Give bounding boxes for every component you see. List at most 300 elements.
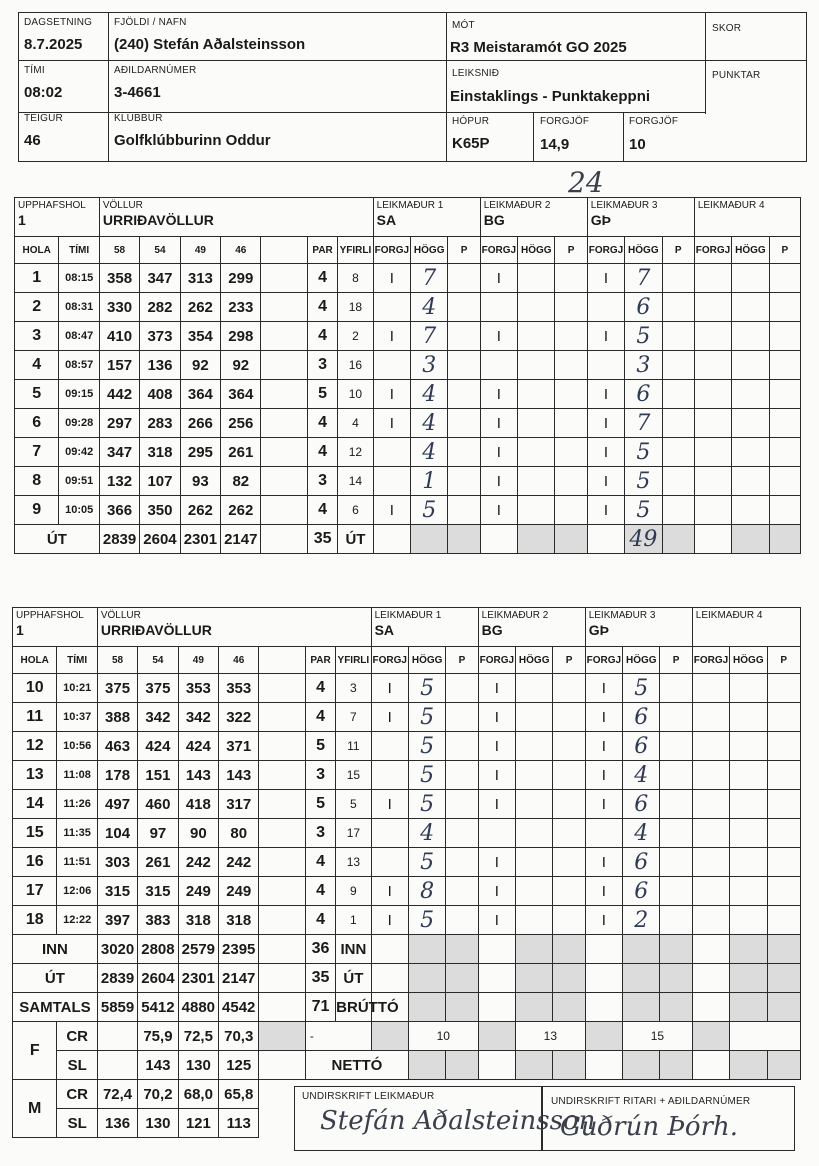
player1-strokes[interactable]: 1 (411, 467, 448, 496)
player4-points (767, 790, 800, 819)
player3-strokes[interactable]: 5 (625, 438, 662, 467)
time-label: TÍMI (24, 65, 45, 76)
back-nine-scorecard (12, 607, 801, 1138)
player4-points (769, 322, 800, 351)
player3-stroke-mark: I (587, 467, 624, 496)
player4-stroke-mark (692, 848, 729, 877)
player3-stroke-mark: I (585, 906, 622, 935)
player2-points (555, 380, 587, 409)
hole-number: 17 (13, 877, 57, 906)
distance-54: 373 (140, 322, 180, 351)
player4-strokes[interactable] (732, 322, 769, 351)
hole-row (13, 703, 801, 732)
player1-stroke-mark (373, 438, 410, 467)
player3-points (662, 322, 694, 351)
tee-time: 12:06 (57, 877, 97, 906)
player3-strokes[interactable]: 6 (623, 703, 660, 732)
player2-strokes[interactable] (518, 496, 555, 525)
distance-49: 262 (180, 293, 220, 322)
player2-strokes[interactable] (518, 351, 555, 380)
tee-time: 08:15 (59, 264, 99, 293)
distance-54: 107 (140, 467, 180, 496)
player2-points (553, 790, 585, 819)
player3-strokes[interactable]: 5 (625, 322, 662, 351)
player1-strokes[interactable]: 4 (411, 409, 448, 438)
player1-strokes[interactable]: 5 (408, 732, 445, 761)
tee-value: 46 (24, 132, 41, 149)
player1-net-handicap: 10 (408, 1022, 478, 1051)
spacer (261, 322, 307, 351)
hole-number: 5 (15, 380, 59, 409)
par: 4 (307, 264, 337, 293)
player4-strokes[interactable] (730, 732, 767, 761)
player2-stroke-mark: I (480, 264, 517, 293)
spacer (261, 264, 307, 293)
player1-points (446, 877, 478, 906)
handwritten-note-24: 24 (568, 166, 604, 199)
out-total-row: ÚT 2839 2604 2301 2147 35 ÚT (13, 964, 801, 993)
player4-stroke-mark (692, 703, 729, 732)
player1-stroke-mark: I (371, 703, 408, 732)
player3-strokes[interactable]: 6 (625, 380, 662, 409)
distance-58: 397 (97, 906, 137, 935)
player1-points (446, 848, 478, 877)
player3-points (662, 293, 694, 322)
player1-strokes[interactable]: 8 (408, 877, 445, 906)
player3-stroke-mark (585, 819, 622, 848)
member-number-label: AÐILDARNÚMER (114, 65, 197, 76)
player2-strokes[interactable] (516, 848, 553, 877)
player-signature-label: UNDIRSKRIFT LEIKMAÐUR (302, 1091, 435, 1102)
distance-58: 347 (99, 438, 139, 467)
player4-stroke-mark (692, 732, 729, 761)
player3-strokes[interactable]: 5 (625, 467, 662, 496)
player2-stroke-mark: I (480, 496, 517, 525)
player4-points (767, 761, 800, 790)
player3-strokes[interactable]: 5 (625, 496, 662, 525)
member-number-value: 3-4661 (114, 84, 161, 101)
distance-58: 388 (97, 703, 137, 732)
player4-points (769, 293, 800, 322)
player1-points (448, 293, 480, 322)
player1-strokes[interactable]: 5 (411, 496, 448, 525)
player3-strokes[interactable]: 6 (623, 732, 660, 761)
player2-points (553, 761, 585, 790)
player4-strokes[interactable] (732, 293, 769, 322)
player2-net-handicap: 13 (516, 1022, 586, 1051)
player4-points (769, 380, 800, 409)
player4-header: LEIKMAÐUR 4 (694, 198, 800, 237)
player1-points (446, 790, 478, 819)
player1-strokes[interactable]: 5 (408, 848, 445, 877)
distance-54: 315 (138, 877, 178, 906)
player2-stroke-mark: I (480, 380, 517, 409)
hole-row (13, 761, 801, 790)
player3-strokes[interactable]: 6 (625, 293, 662, 322)
player3-points (662, 351, 694, 380)
player3-points (660, 732, 692, 761)
distance-46: 353 (219, 674, 259, 703)
distance-46: 262 (221, 496, 261, 525)
spacer (259, 674, 305, 703)
par: 3 (305, 819, 335, 848)
stroke-index: 5 (336, 790, 371, 819)
distance-46: 242 (219, 848, 259, 877)
player2-stroke-mark: I (478, 732, 515, 761)
player2-strokes[interactable] (516, 703, 553, 732)
hole-row (13, 906, 801, 935)
distance-58: 442 (99, 380, 139, 409)
player4-points (767, 819, 800, 848)
netto-label: NETTÓ (305, 1051, 408, 1080)
par: 4 (305, 877, 335, 906)
player3-strokes[interactable]: 5 (623, 674, 660, 703)
player2-header: LEIKMAÐUR 2 BG (480, 198, 587, 237)
player4-stroke-mark (694, 438, 731, 467)
score-label: SKOR (712, 23, 742, 34)
column-header-row: HOLA TÍMI 58 54 49 46 PAR YFIRLI FORGJ HÖGG P FORGJ HÖGG P FORGJ HÖGG P FORGJ HÖGG P (13, 647, 801, 674)
player4-points (767, 732, 800, 761)
player3-points (660, 906, 692, 935)
hole-number: 18 (13, 906, 57, 935)
hole-number: 3 (15, 322, 59, 351)
spacer (259, 703, 305, 732)
player1-strokes[interactable]: 7 (411, 264, 448, 293)
par: 4 (307, 293, 337, 322)
distance-49: 93 (180, 467, 220, 496)
player3-strokes[interactable]: 2 (623, 906, 660, 935)
hole-number: 8 (15, 467, 59, 496)
distance-46: 92 (221, 351, 261, 380)
tee-time: 10:37 (57, 703, 97, 732)
distance-58: 303 (97, 848, 137, 877)
tee-time: 09:42 (59, 438, 99, 467)
tee-time: 10:56 (57, 732, 97, 761)
distance-54: 460 (138, 790, 178, 819)
player1-strokes[interactable]: 4 (408, 819, 445, 848)
player2-strokes[interactable] (518, 293, 555, 322)
player4-points (767, 877, 800, 906)
player4-points (769, 351, 800, 380)
distance-54: 136 (140, 351, 180, 380)
hole-row (15, 496, 801, 525)
hole-number: 4 (15, 351, 59, 380)
player3-strokes[interactable]: 6 (623, 790, 660, 819)
m-sl-row: SL 136 130 121 113 (13, 1109, 801, 1138)
player4-header: LEIKMAÐUR 4 (692, 608, 800, 647)
player4-strokes[interactable] (730, 761, 767, 790)
player3-strokes[interactable]: 4 (623, 819, 660, 848)
player1-stroke-mark (373, 351, 410, 380)
distance-58: 330 (99, 293, 139, 322)
par: 3 (305, 761, 335, 790)
player1-strokes[interactable]: 3 (411, 351, 448, 380)
f-sl-row: SL 143 130 125 NETTÓ (13, 1051, 801, 1080)
player2-stroke-mark: I (480, 409, 517, 438)
spacer (261, 409, 307, 438)
player4-stroke-mark (694, 322, 731, 351)
player3-points (660, 848, 692, 877)
player4-points (767, 703, 800, 732)
start-hole-cell: UPPHAFSHOL 1 (13, 608, 98, 647)
player4-strokes[interactable] (730, 703, 767, 732)
player1-points (446, 761, 478, 790)
player4-strokes[interactable] (732, 438, 769, 467)
player2-strokes[interactable] (516, 877, 553, 906)
player2-stroke-mark: I (480, 467, 517, 496)
player4-stroke-mark (692, 877, 729, 906)
player1-strokes[interactable]: 5 (408, 674, 445, 703)
par: 3 (307, 467, 337, 496)
player1-stroke-mark: I (371, 906, 408, 935)
player1-stroke-mark (373, 293, 410, 322)
hole-number: 12 (13, 732, 57, 761)
distance-54: 383 (138, 906, 178, 935)
distance-46: 299 (221, 264, 261, 293)
player4-strokes[interactable] (730, 790, 767, 819)
player3-stroke-mark: I (585, 848, 622, 877)
distance-58: 366 (99, 496, 139, 525)
hole-number: 10 (13, 674, 57, 703)
player4-strokes[interactable] (730, 877, 767, 906)
player1-points (448, 496, 480, 525)
player4-strokes[interactable] (732, 467, 769, 496)
stroke-index: 1 (336, 906, 371, 935)
player3-strokes[interactable]: 4 (623, 761, 660, 790)
player3-strokes[interactable]: 3 (625, 351, 662, 380)
player1-header: LEIKMAÐUR 1 SA (371, 608, 478, 647)
player3-header: LEIKMAÐUR 3 GÞ (587, 198, 694, 237)
player3-stroke-mark: I (585, 674, 622, 703)
player2-strokes[interactable] (518, 438, 555, 467)
in-total-row: INN 3020 2808 2579 2395 36 INN (13, 935, 801, 964)
player2-stroke-mark: I (478, 848, 515, 877)
player2-points (555, 467, 587, 496)
spacer (261, 438, 307, 467)
stroke-index: 12 (338, 438, 373, 467)
m-cr-row: M CR 72,4 70,2 68,0 65,8 (13, 1080, 801, 1109)
stroke-index: 4 (338, 409, 373, 438)
par: 4 (307, 322, 337, 351)
distance-58: 297 (99, 409, 139, 438)
player3-front-total: 49 (625, 525, 662, 554)
format-value: Einstaklings - Punktakeppni (450, 88, 651, 105)
hole-row (15, 322, 801, 351)
player3-strokes[interactable]: 6 (623, 848, 660, 877)
hole-number: 15 (13, 819, 57, 848)
player4-stroke-mark (692, 906, 729, 935)
distance-54: 97 (138, 819, 178, 848)
player2-strokes[interactable] (516, 674, 553, 703)
player1-stroke-mark (373, 467, 410, 496)
player2-strokes[interactable] (518, 467, 555, 496)
player1-strokes[interactable]: 4 (411, 293, 448, 322)
hole-number: 11 (13, 703, 57, 732)
player2-strokes[interactable] (518, 322, 555, 351)
player2-points (555, 496, 587, 525)
player1-strokes[interactable]: 4 (411, 380, 448, 409)
hole-number: 13 (13, 761, 57, 790)
player4-stroke-mark (694, 380, 731, 409)
event-value: R3 Meistaramót GO 2025 (450, 39, 627, 56)
player4-stroke-mark (692, 819, 729, 848)
par: 5 (305, 732, 335, 761)
distance-54: 151 (138, 761, 178, 790)
distance-58: 375 (97, 674, 137, 703)
player4-points (767, 674, 800, 703)
distance-46: 249 (219, 877, 259, 906)
player1-strokes[interactable]: 5 (408, 906, 445, 935)
handicap-index-label: FORGJÖF (540, 116, 590, 127)
player4-strokes[interactable] (730, 906, 767, 935)
distance-49: 92 (180, 351, 220, 380)
distance-54: 342 (138, 703, 178, 732)
player2-points (555, 409, 587, 438)
distance-46: 322 (219, 703, 259, 732)
distance-58: 178 (97, 761, 137, 790)
distance-58: 104 (97, 819, 137, 848)
player4-stroke-mark (694, 409, 731, 438)
group-value: K65P (452, 135, 490, 152)
hole-row (13, 674, 801, 703)
player2-strokes[interactable] (518, 380, 555, 409)
player3-stroke-mark: I (587, 496, 624, 525)
hole-number: 6 (15, 409, 59, 438)
player2-stroke-mark: I (478, 761, 515, 790)
distance-54: 350 (140, 496, 180, 525)
player1-points (448, 322, 480, 351)
distance-46: 82 (221, 467, 261, 496)
player1-strokes[interactable]: 7 (411, 322, 448, 351)
player4-strokes[interactable] (732, 409, 769, 438)
player1-stroke-mark: I (371, 674, 408, 703)
distance-54: 347 (140, 264, 180, 293)
par: 4 (305, 906, 335, 935)
player3-stroke-mark: I (587, 264, 624, 293)
player4-strokes[interactable] (732, 380, 769, 409)
stroke-index: 16 (338, 351, 373, 380)
player1-points (448, 264, 480, 293)
tee-time: 12:22 (57, 906, 97, 935)
player1-points (448, 380, 480, 409)
stroke-index: 10 (338, 380, 373, 409)
player2-points (553, 848, 585, 877)
player3-points (662, 380, 694, 409)
player4-points (767, 848, 800, 877)
player3-points (662, 264, 694, 293)
player1-stroke-mark: I (371, 790, 408, 819)
distance-46: 371 (219, 732, 259, 761)
player4-strokes[interactable] (732, 496, 769, 525)
player2-strokes[interactable] (518, 409, 555, 438)
player1-stroke-mark (371, 761, 408, 790)
stroke-index: 13 (336, 848, 371, 877)
hole-row (15, 264, 801, 293)
player1-points (446, 906, 478, 935)
player2-strokes[interactable] (516, 732, 553, 761)
tee-time: 08:57 (59, 351, 99, 380)
player2-stroke-mark: I (478, 906, 515, 935)
date-value: 8.7.2025 (24, 36, 83, 53)
player1-stroke-mark: I (373, 496, 410, 525)
player2-strokes[interactable] (516, 761, 553, 790)
player3-points (660, 674, 692, 703)
player1-strokes[interactable]: 5 (408, 703, 445, 732)
distance-54: 408 (140, 380, 180, 409)
distance-58: 315 (97, 877, 137, 906)
spacer (259, 790, 305, 819)
player1-points (448, 409, 480, 438)
format-label: LEIKSNIÐ (452, 68, 500, 79)
player3-header: LEIKMAÐUR 3 GÞ (585, 608, 692, 647)
player1-points (446, 674, 478, 703)
hole-number: 2 (15, 293, 59, 322)
par: 4 (307, 496, 337, 525)
distance-49: 353 (178, 674, 218, 703)
par: 4 (307, 438, 337, 467)
player4-stroke-mark (692, 761, 729, 790)
player2-strokes[interactable] (516, 906, 553, 935)
distance-49: 318 (178, 906, 218, 935)
player1-strokes[interactable]: 4 (411, 438, 448, 467)
player4-strokes[interactable] (730, 819, 767, 848)
player3-strokes[interactable]: 7 (625, 409, 662, 438)
stroke-index: 14 (338, 467, 373, 496)
player2-stroke-mark: I (478, 790, 515, 819)
gross-total-row: SAMTALS 5859 5412 4880 4542 71 BRÚTTÓ (13, 993, 801, 1022)
par: 5 (305, 790, 335, 819)
player4-stroke-mark (694, 496, 731, 525)
spacer (261, 293, 307, 322)
marker-signature: Guðrún Þórh. (560, 1112, 739, 1142)
player2-header: LEIKMAÐUR 2 BG (478, 608, 585, 647)
player4-strokes[interactable] (732, 351, 769, 380)
player1-stroke-mark: I (371, 877, 408, 906)
player1-strokes[interactable]: 5 (408, 790, 445, 819)
player3-stroke-mark (587, 293, 624, 322)
player2-points (553, 674, 585, 703)
player1-stroke-mark: I (373, 380, 410, 409)
hole-number: 7 (15, 438, 59, 467)
player4-strokes[interactable] (732, 264, 769, 293)
distance-46: 318 (219, 906, 259, 935)
player3-points (662, 496, 694, 525)
player3-strokes[interactable]: 7 (625, 264, 662, 293)
distance-49: 295 (180, 438, 220, 467)
hole-row (13, 848, 801, 877)
player4-strokes[interactable] (730, 674, 767, 703)
player4-stroke-mark (694, 293, 731, 322)
tee-time: 08:31 (59, 293, 99, 322)
distance-49: 418 (178, 790, 218, 819)
stroke-index: 6 (338, 496, 373, 525)
player4-strokes[interactable] (730, 848, 767, 877)
player2-strokes[interactable] (516, 819, 553, 848)
hole-row (13, 732, 801, 761)
player1-points (446, 732, 478, 761)
distance-46: 143 (219, 761, 259, 790)
distance-49: 342 (178, 703, 218, 732)
player2-strokes[interactable] (516, 790, 553, 819)
player3-points (660, 790, 692, 819)
player2-stroke-mark (478, 819, 515, 848)
player2-strokes[interactable] (518, 264, 555, 293)
hole-row (15, 351, 801, 380)
distance-49: 249 (178, 877, 218, 906)
hole-row (13, 790, 801, 819)
player3-strokes[interactable]: 6 (623, 877, 660, 906)
player1-strokes[interactable]: 5 (408, 761, 445, 790)
